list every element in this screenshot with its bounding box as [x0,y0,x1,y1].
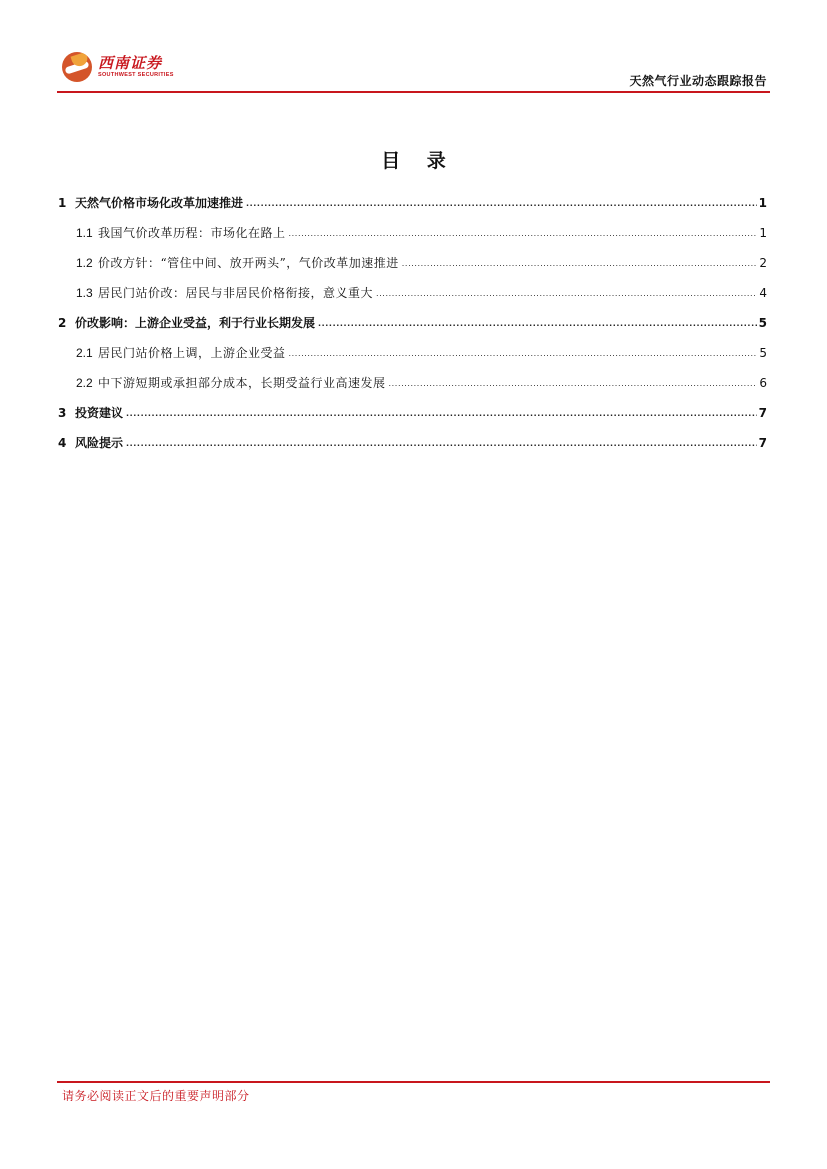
toc-entry-number: 4 [58,436,67,450]
toc-leader-dots [246,195,757,207]
toc-entry-page: 4 [759,286,767,300]
toc-entry-number: 1.2 [76,256,93,270]
toc-entry-page: 7 [758,406,767,420]
logo-english-name: SOUTHWEST SECURITIES [98,72,174,78]
toc-leader-dots [289,225,758,237]
toc-entry[interactable] [58,224,767,254]
toc-entry-title: 居民门站价改：居民与非居民价格衔接，意义重大 [98,286,374,300]
header-divider [57,91,770,93]
toc-entry[interactable] [58,254,767,284]
toc-entry-number: 1.1 [76,226,93,240]
toc-entry-title: 中下游短期或承担部分成本，长期受益行业高速发展 [98,376,386,390]
toc-entry-title: 风险提示 [75,436,124,450]
toc-entry[interactable] [58,284,767,314]
table-of-contents [58,194,767,464]
toc-entry-page: 5 [758,316,767,330]
toc-entry-number: 2.1 [76,346,93,360]
toc-entry[interactable] [58,194,767,224]
toc-leader-dots [402,255,758,267]
logo-chinese-name: 西南证券 [98,54,163,72]
toc-entry[interactable] [58,374,767,404]
toc-entry-title: 价改方针：“管住中间、放开两头”，气价改革加速推进 [98,256,399,270]
toc-entry-page: 2 [759,256,767,270]
toc-entry-title: 居民门站价格上调，上游企业受益 [98,346,286,360]
toc-entry-title: 天然气价格市场化改革加速推进 [75,196,244,210]
toc-title: 目 录 [381,150,456,172]
toc-entry[interactable] [58,344,767,374]
toc-entry-title: 我国气价改革历程：市场化在路上 [98,226,286,240]
toc-entry-number: 1 [58,196,67,210]
toc-leader-dots [376,285,757,297]
toc-leader-dots [289,345,758,357]
toc-entry[interactable] [58,434,767,464]
toc-entry-page: 5 [759,346,767,360]
toc-leader-dots [318,315,757,327]
toc-leader-dots [126,405,757,417]
toc-entry-page: 7 [758,436,767,450]
toc-entry-number: 1.3 [76,286,93,300]
toc-entry-page: 1 [759,226,767,240]
toc-leader-dots [389,375,758,387]
logo-wordmark [98,55,174,79]
logo-emblem-icon [62,52,92,82]
toc-entry-page: 1 [758,196,767,210]
toc-entry[interactable] [58,404,767,434]
toc-entry-page: 6 [759,376,767,390]
toc-entry-title: 投资建议 [75,406,124,420]
toc-leader-dots [126,435,757,447]
toc-entry-number: 2.2 [76,376,93,390]
toc-entry-number: 2 [58,316,67,330]
toc-entry-number: 3 [58,406,67,420]
report-type-label: 天然气行业动态跟踪报告 [629,74,767,88]
toc-entry[interactable] [58,314,767,344]
footer-disclaimer: 请务必阅读正文后的重要声明部分 [62,1089,250,1103]
footer-divider [57,1081,770,1083]
company-logo [62,50,174,84]
toc-entry-title: 价改影响：上游企业受益，利于行业长期发展 [75,316,316,330]
